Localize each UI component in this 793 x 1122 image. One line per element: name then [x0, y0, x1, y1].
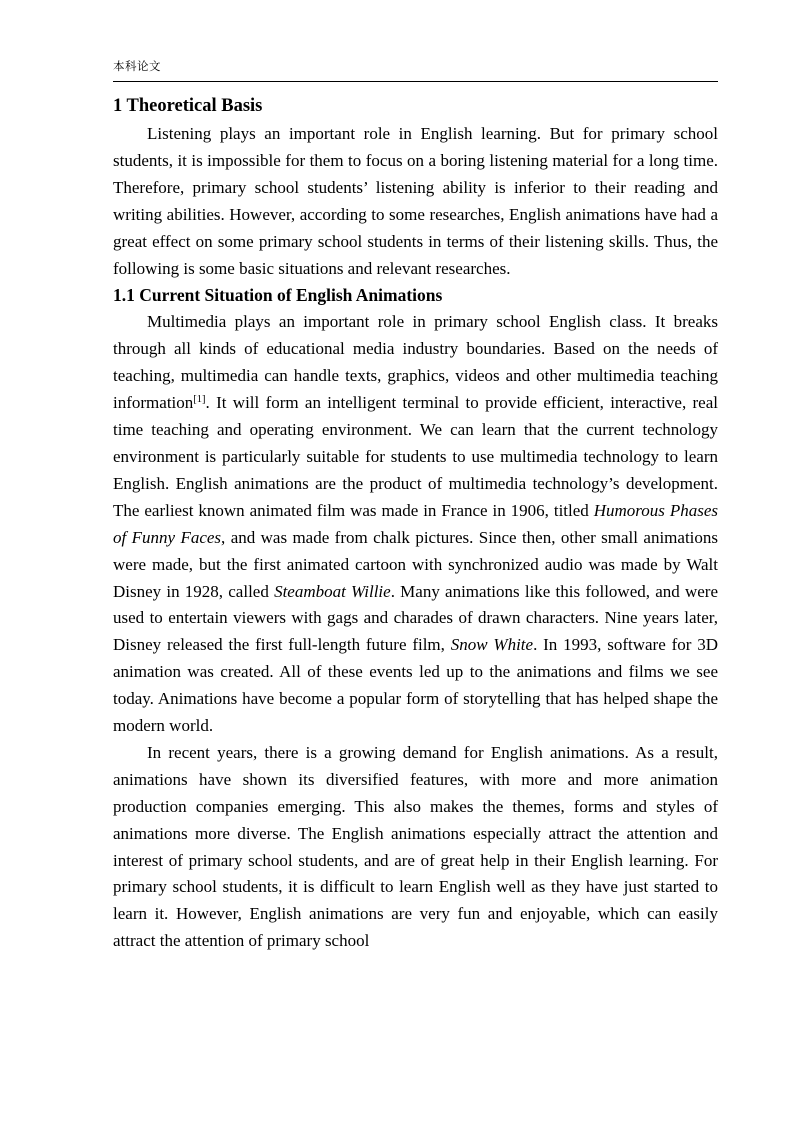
text-run: Multimedia plays an important role in primary school English class. It breaks through all kinds of educational media industry boundaries. Based on the needs of teaching, multimedia can handle texts, graphics, videos and other multimedia teaching information: [113, 312, 718, 413]
film-title: Snow White: [450, 635, 534, 655]
page-header: 本科论文: [113, 59, 161, 73]
paragraph-intro: Listening plays an important role in English learning. But for primary school students, it is impossible for them to focus on a boring listening material for a long time. Therefore, primary school students’ listening ability is inferior to their reading and writing abilities. However, according to some researches, English animations have had a great effect on some primary school students in terms of their listening skills. Thus, the following is some basic situations and relevant researches.: [113, 124, 718, 278]
film-title: Steamboat Willie: [274, 581, 391, 601]
subsection-heading: 1.1 Current Situation of English Animations: [113, 285, 443, 306]
text-run: , and was made from chalk pictures. Since then, other small animations were made, but the first animated cartoon with synchronized audio was made by Walt Disney in 1928, called: [113, 527, 719, 601]
citation-ref: [1]: [193, 394, 206, 406]
text-run: . It will form an intelligent terminal to provide efficient, interactive, real time teaching and operating environment. We can learn that the current technology environment is particularly suitable for students to use multimedia technology to learn English. English animations are the product of multimedia technology’s development. The earliest known animated film was made in France in 1906, titled: [113, 393, 718, 520]
text-run: . Many animations like this followed, and were used to entertain viewers with gags and charades of drawn characters. Nine years later, Disney released the first full-length future film,: [113, 581, 718, 655]
section-heading: 1 Theoretical Basis: [113, 96, 263, 116]
paragraph-demand: In recent years, there is a growing demand for English animations. As a result, animations have shown its diversified features, with more and more animation production companies emerging. This also makes the themes, forms and styles of animations more diverse. The English animations especially attract the attention and interest of primary school students, and are of great help in their English learning. For primary school students, it is difficult to learn English well as they have just started to learn it. However, English animations are very fun and enjoyable, which can easily attract the attention of primary school: [113, 742, 718, 951]
paper-body: [113, 92, 718, 955]
film-title: Humorous Phases of Funny Faces: [113, 500, 718, 547]
text-run: . In 1993, software for 3D animation was created. All of these events led up to the animations and films we see today. Animations have become a popular form of storytelling that has helped shape the modern world.: [113, 635, 718, 736]
header-divider: [113, 81, 718, 82]
paragraph-history: [113, 309, 718, 740]
